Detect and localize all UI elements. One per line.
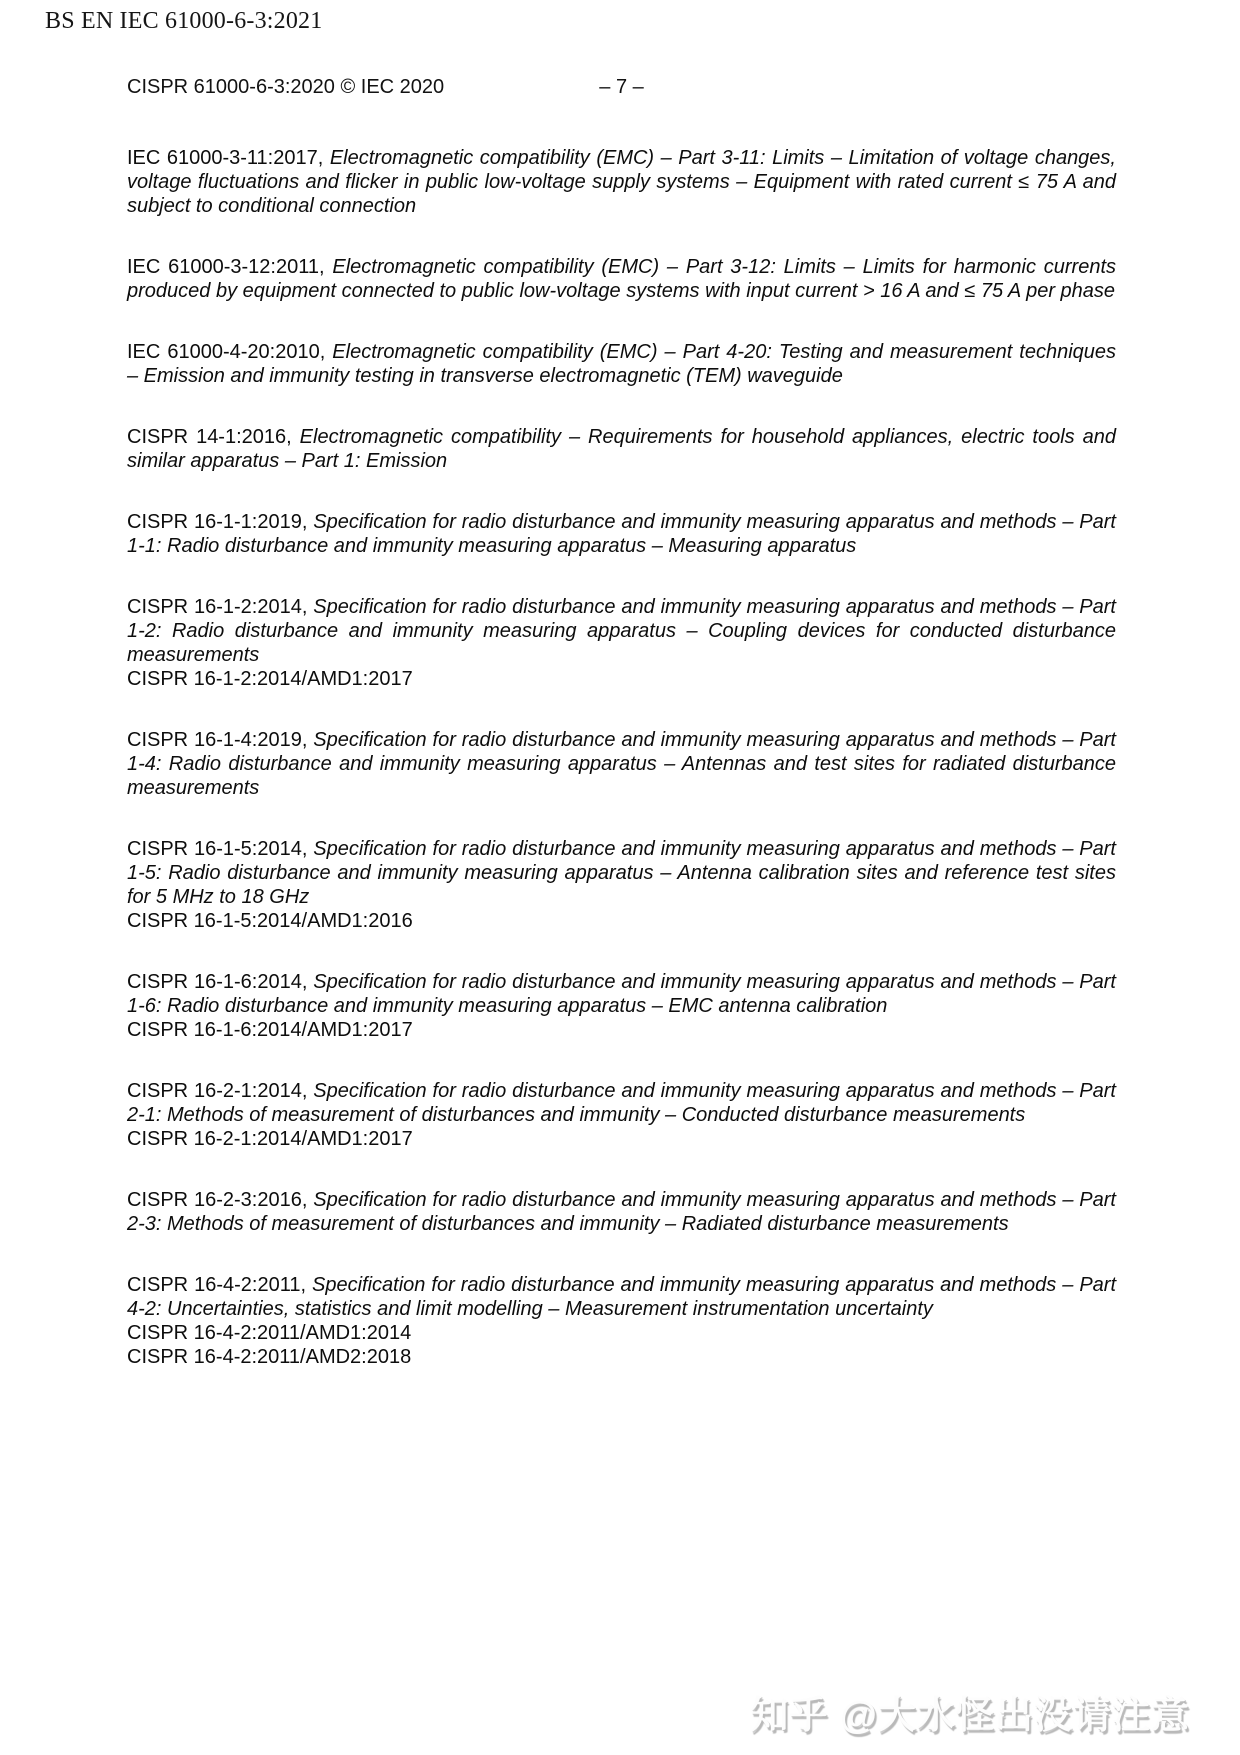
reference-entry xyxy=(127,837,1116,933)
amendment-reference: CISPR 16-4-2:2011/AMD1:2014 xyxy=(127,1322,412,1344)
standard-designation-header: BS EN IEC 61000-6-3:2021 xyxy=(45,8,323,34)
reference-designation: CISPR 16-1-4:2019, xyxy=(127,729,308,751)
reference-amendments xyxy=(127,1018,1116,1042)
reference-entry xyxy=(127,1273,1116,1369)
reference-designation: CISPR 16-4-2:2011, xyxy=(127,1274,307,1296)
amendment-reference: CISPR 16-2-1:2014/AMD1:2017 xyxy=(127,1128,413,1150)
reference-title: Specification for radio disturbance and immunity measuring apparatus and methods – Part 1-2: Radio disturbance and immunity measuring apparatus – Coupling devices for conducted disturbance measurements xyxy=(127,596,1116,666)
page-number: – 7 – xyxy=(599,76,644,98)
reference-title: Specification for radio disturbance and immunity measuring apparatus and methods – Part 1-4: Radio disturbance and immunity measuring apparatus – Antennas and test sites for radiated disturbance measurements xyxy=(127,729,1116,799)
reference-title: Electromagnetic compatibility (EMC) – Part 3-12: Limits – Limits for harmonic currents produced by equipment connected to public low-voltage systems with input current > 16 A and ≤ 75 A per phase xyxy=(127,256,1117,302)
amendment-reference: CISPR 16-1-5:2014/AMD1:2016 xyxy=(127,910,413,932)
reference-title: Electromagnetic compatibility – Requirements for household appliances, electric tools and similar apparatus – Part 1: Emission xyxy=(127,426,1116,472)
normative-references-list xyxy=(127,146,1116,1406)
reference-designation: CISPR 16-2-1:2014, xyxy=(127,1080,308,1102)
amendment-reference: CISPR 16-1-6:2014/AMD1:2017 xyxy=(127,1019,413,1041)
running-header xyxy=(127,76,1116,99)
reference-designation: IEC 61000-4-20:2010, xyxy=(127,341,326,363)
reference-entry xyxy=(127,595,1116,691)
reference-entry xyxy=(127,510,1116,558)
reference-entry xyxy=(127,1079,1116,1151)
reference-entry xyxy=(127,255,1116,303)
reference-title: Specification for radio disturbance and immunity measuring apparatus and methods – Part 1-1: Radio disturbance and immunity measuring apparatus – Measuring apparatus xyxy=(127,511,1116,557)
watermark: 知乎 @大水怪出没请注意 xyxy=(750,1695,1190,1737)
reference-entry xyxy=(127,425,1116,473)
reference-designation: CISPR 16-1-6:2014, xyxy=(127,971,308,993)
reference-designation: CISPR 16-2-3:2016, xyxy=(127,1189,308,1211)
reference-title: Specification for radio disturbance and immunity measuring apparatus and methods – Part 1-5: Radio disturbance and immunity measuring apparatus – Antenna calibration sites and reference test sites for 5 MHz to 18 GHz xyxy=(127,838,1116,908)
reference-title: Specification for radio disturbance and immunity measuring apparatus and methods – Part 1-6: Radio disturbance and immunity measuring apparatus – EMC antenna calibration xyxy=(127,971,1116,1017)
reference-title: Electromagnetic compatibility (EMC) – Part 3-11: Limits – Limitation of voltage changes, voltage fluctuations and flicker in public low-voltage supply systems – Equipment with rated current ≤ 75 A and subject to conditional connection xyxy=(127,147,1116,217)
reference-designation: IEC 61000-3-11:2017, xyxy=(127,147,324,169)
reference-title: Electromagnetic compatibility (EMC) – Part 4-20: Testing and measurement techniques – Emission and immunity testing in transverse electromagnetic (TEM) waveguide xyxy=(127,341,1117,387)
reference-title: Specification for radio disturbance and immunity measuring apparatus and methods – Part 2-3: Methods of measurement of disturbances and immunity – Radiated disturbance measurements xyxy=(127,1189,1116,1235)
amendment-reference: CISPR 16-4-2:2011/AMD2:2018 xyxy=(127,1346,412,1368)
reference-title: Specification for radio disturbance and immunity measuring apparatus and methods – Part 4-2: Uncertainties, statistics and limit modelling – Measurement instrumentation uncertainty xyxy=(127,1274,1116,1320)
reference-entry xyxy=(127,146,1116,218)
reference-entry xyxy=(127,728,1116,800)
reference-designation: IEC 61000-3-12:2011, xyxy=(127,256,325,278)
copyright-line: CISPR 61000-6-3:2020 © IEC 2020 xyxy=(127,76,445,98)
reference-amendments xyxy=(127,909,1116,933)
reference-title: Specification for radio disturbance and immunity measuring apparatus and methods – Part 2-1: Methods of measurement of disturbances and immunity – Conducted disturbance measurements xyxy=(127,1080,1116,1126)
reference-entry xyxy=(127,1188,1116,1236)
reference-entry xyxy=(127,340,1116,388)
reference-designation: CISPR 16-1-1:2019, xyxy=(127,511,308,533)
reference-amendments xyxy=(127,667,1116,691)
amendment-reference: CISPR 16-1-2:2014/AMD1:2017 xyxy=(127,668,413,690)
reference-designation: CISPR 14-1:2016, xyxy=(127,426,292,448)
reference-entry xyxy=(127,970,1116,1042)
reference-amendments xyxy=(127,1321,1116,1369)
reference-designation: CISPR 16-1-5:2014, xyxy=(127,838,308,860)
reference-designation: CISPR 16-1-2:2014, xyxy=(127,596,308,618)
reference-amendments xyxy=(127,1127,1116,1151)
